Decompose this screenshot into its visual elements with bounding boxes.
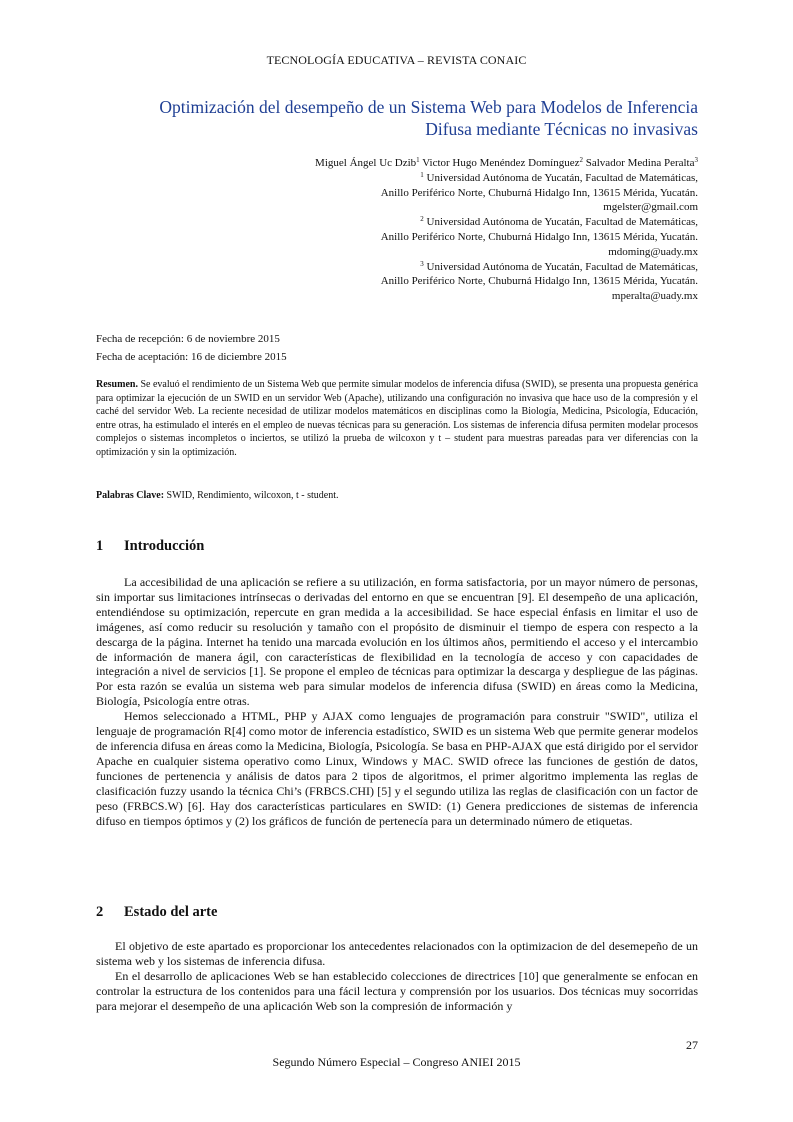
section-1-heading [96,538,204,555]
author-2: Victor Hugo Menéndez Domínguez [422,157,580,169]
dates-block [96,330,698,366]
section-2-body [96,939,698,1014]
section-1-paragraph-1: La accesibilidad de una aplicación se refiere a su utilización, en forma satisfactoria, por un mayor número de personas, sin importar sus limitaciones intrínsecas o derivadas del entorno en que se encuentran [9]. El desempeño de una aplicación, entendiéndose su optimización, repercute en gran medida a la accesibilidad. Se hace especial énfasis en limitar el uso de imágenes, así como reducir su resolución y tamaño con el propósito de disminuir el tiempo de espera con respecto a la descarga de la página. Internet ha tenido una marcada evolución en los últimos años, permitiendo el acceso y el intercambio de información de manera ágil, con características de flexibilidad en la tecnología de acceso y con capacidades de integración a nivel de servicios [1]. Se propone el empleo de técnicas para optimizar la descarga y despliegue de las páginas. Por esta razón se evalúa un sistema web para simular modelos de inferencia difusa (SWID) en áreas como la Medicina, Biología, Psicología entre otras. [96,575,698,709]
affiliation-1-line-1: Universidad Autónoma de Yucatán, Facultad de Matemáticas, [426,171,698,184]
affiliation-3-line-2: Anillo Periférico Norte, Chuburná Hidalgo Inn, 13615 Mérida, Yucatán. [380,275,698,288]
abstract-label: Resumen. [96,379,138,390]
keywords [96,489,698,503]
affiliation-2-line-1: Universidad Autónoma de Yucatán, Facultad de Matemáticas, [426,216,698,229]
page-footer: Segundo Número Especial – Congreso ANIEI 2015 [272,1055,521,1069]
section-1-title: Introducción [124,538,205,554]
author-2-sup: 2 [579,156,583,164]
affiliation-1 [96,171,698,215]
page-number: 27 [686,1038,698,1052]
abstract-text: Se evaluó el rendimiento de un Sistema Web que permite simular modelos de inferencia difusa (SWID), se presenta una propuesta genérica para optimizar la ejecución de un SWID en un servidor Web (Apache), utilizando una configuración no invasiva que hace uso de la compresión y el caché del servidor Web. La reciente necesidad de utilizar modelos matemáticos en disciplinas como la Biología, Medicina, Psicología, Educación, entre otras, ha estimulado el interés en el empleo de nuevas técnicas para su generación. Los sistemas de inferencia difusa permiten modelar procesos complejos o sistemas incompletos o inciertos, se utilizó la prueba de wilcoxon y t – student para muestras pareadas para ver diferencias con la optimización y sin la optimización. [96,379,699,458]
author-list [96,156,698,171]
affiliation-1-sup: 1 [420,170,424,179]
date-received: Fecha de recepción: 6 de noviembre 2015 [96,333,280,345]
paper-title-line-2: Difusa mediante Técnicas no invasivas [425,119,698,139]
author-3-sup: 3 [694,156,698,164]
keywords-text: SWID, Rendimiento, wilcoxon, t - student. [166,490,339,501]
section-2-number: 2 [96,904,104,920]
author-block [96,156,698,304]
section-2-paragraph-1: El objetivo de este apartado es proporcionar los antecedentes relacionados con la optimizacion de del desemepeño de un sistema web y los sistemas de inferencia difusa. [96,939,698,968]
author-1: Miguel Ángel Uc Dzib [315,157,417,169]
affiliation-2 [96,215,698,259]
section-2-paragraph-2: En el desarrollo de aplicaciones Web se han establecido colecciones de directrices [10] que generalmente se enfocan en controlar la estructura de los contenidos para una fácil lectura y comprensión por los usuarios. Dos técnicas muy socorridas para mejorar el desempeño de una aplicación Web son la compresión de información y [96,968,698,1013]
affiliation-3 [96,260,698,304]
affiliation-1-line-2: Anillo Periférico Norte, Chuburná Hidalgo Inn, 13615 Mérida, Yucatán. [380,186,698,199]
affiliation-3-sup: 3 [420,259,424,268]
journal-header: TECNOLOGÍA EDUCATIVA – REVISTA CONAIC [266,53,527,67]
section-2-heading [96,904,217,921]
section-1-body [96,575,698,828]
paper-title [96,96,698,140]
affiliation-3-email: mperalta@uady.mx [611,290,698,303]
affiliation-3-line-1: Universidad Autónoma de Yucatán, Facultad de Matemáticas, [426,260,698,273]
affiliation-2-sup: 2 [420,215,424,224]
affiliation-2-line-2: Anillo Periférico Norte, Chuburná Hidalgo Inn, 13615 Mérida, Yucatán. [380,230,698,243]
affiliation-2-email: mdoming@uady.mx [608,245,698,258]
author-1-sup: 1 [416,156,420,164]
date-accepted: Fecha de aceptación: 16 de diciembre 2015 [96,351,287,363]
keywords-label: Palabras Clave: [96,490,165,501]
affiliation-1-email: mgelster@gmail.com [603,201,698,214]
author-3: Salvador Medina Peralta [585,157,695,169]
abstract [96,378,698,459]
paper-title-line-1: Optimización del desempeño de un Sistema Web para Modelos de Inferencia [159,97,698,117]
section-2-title: Estado del arte [124,904,218,920]
section-1-number: 1 [96,538,104,554]
section-1-paragraph-2: Hemos seleccionado a HTML, PHP y AJAX como lenguajes de programación para construir "SWID", utiliza el lenguaje de programación R[4] como motor de inferencia estadístico, SWID es un sistema Web que permite generar modelos de inferencia difusa en áreas como la Medicina, Biología, Psicología. Se basa en PHP-AJAX que está dirigido por el servidor Apache en cualquier sistema operativo como Linux, Windows y MAC. SWID ofrece las funciones de gestión de datos, funciones de pertenencia y análisis de datos para 2 tipos de algoritmos, el primer algoritmo implementa las reglas de clasificación fuzzy usando la técnica Chi’s (FRBCS.CHI) [5] y el segundo utiliza las reglas de clasificación con un factor de peso (FRBCS.W) [6]. Hay dos características particulares en SWID: (1) Genera predicciones de sistemas de inferencia difuso en tiempos óptimos y (2) los gráficos de función de pertenecía para un determinado número de etiquetas. [96,709,698,828]
